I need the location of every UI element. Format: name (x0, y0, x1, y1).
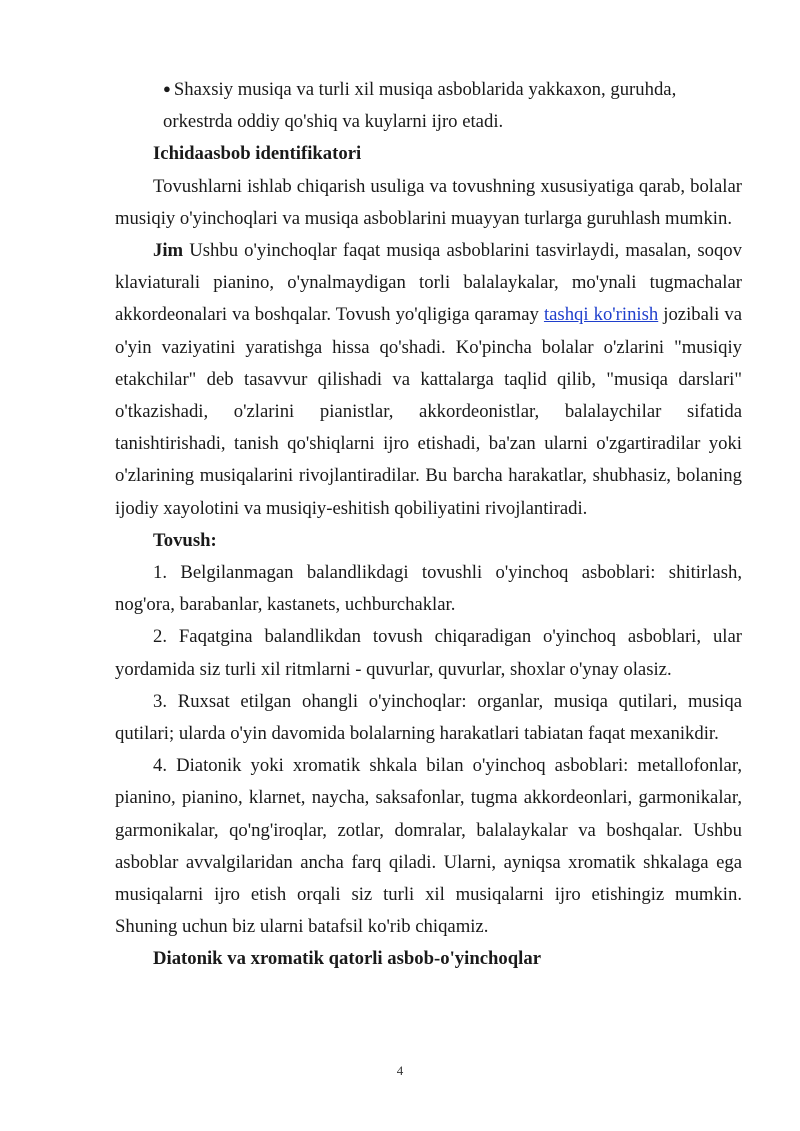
appearance-link[interactable]: tashqi ko'rinish (543, 304, 659, 326)
page-body (115, 73, 742, 976)
section-heading-identifier: Ichidaasbob identifikatori (153, 143, 362, 165)
bullet-item (115, 73, 742, 106)
page-number: 4 (396, 1063, 404, 1078)
paragraph-text-before-link: Ushbu o'yinchoqlar faqat musiqa asboblarini tasvirlaydi, masalan, soqov klaviaturali pianino, o'ynalmaydigan torli balalaykalar, mo'ynali tugmachalar akkordeonalari va boshqalar. Tovush yo'qligiga qaramay (115, 240, 742, 326)
list-item-4: 4. Diatonik yoki xromatik shkala bilan o'yinchoq asboblari: metallofonlar, pianino, pianino, klarnet, naycha, saksafonlar, tugma akkordeonlari, garmonikalar, garmonikalar, qo'ng'iroqlar, zotlar, domralar, balalaykalar va boshqalar. Ushbu asboblar avvalgilaridan ancha farq qiladi. Ularni, ayniqsa xromatik shkalaga ega musiqalarni ijro etish orqali siz turli xil musiqalarni ijro etishingiz mumkin. Shuning uchun biz ularni batafsil ko'rib chiqamiz. (115, 755, 742, 938)
bullet-dot-icon: ● (163, 81, 171, 96)
paragraph-silent-toys (115, 235, 742, 525)
paragraph-text-after-link: jozibali va o'yin vaziyatini yaratishga hissa qo'shadi. Ko'pincha bolalar o'zlarini "musiqiy etakchilar" deb tasavvur qilishadi va kattalarga taqlid qilib, "musiqa darslari" o'tkazishadi, o'zlarini pianistlar, akkordeonistlar, balalaychilar sifatida tanishtirishadi, tanish qo'shiqlarni ijro etishadi, ba'zan ularni o'zgartiradilar yoki o'zlarining musiqalarini rivojlantiradilar. Bu barcha harakatlar, shubhasiz, bolaning ijodiy xayolotini va musiqiy-eshitish qobiliyatini rivojlantiradi. (115, 304, 742, 519)
list-item-1: 1. Belgilanmagan balandlikdagi tovushli o'yinchoq asboblari: shitirlash, nog'ora, barabanlar, kastanets, uchburchaklar. (115, 562, 742, 616)
list-item-2: 2. Faqatgina balandlikdan tovush chiqaradigan o'yinchoq asboblari, ular yordamida siz turli xil ritmlarni - quvurlar, quvurlar, shoxlar o'ynay olasiz. (115, 626, 742, 680)
list-item-3: 3. Ruxsat etilgan ohangli o'yinchoqlar: organlar, musiqa qutilari, musiqa qutilari; ularda o'yin davomida bolalarning harakatlari tabiatan faqat mexanikdir. (115, 690, 742, 745)
paragraph-intro: Tovushlarni ishlab chiqarish usuliga va tovushning xususiyatiga qarab, bolalar musiqiy o'yinchoqlari va musiqa asboblarini muayyan turlarga guruhlash mumkin. (115, 175, 742, 229)
bullet-line-1: Shaxsiy musiqa va turli xil musiqa asboblarida yakkaxon, guruhda, (173, 79, 677, 100)
section-heading-sound: Tovush: (153, 529, 217, 551)
paragraph-lead-term: Jim (153, 240, 184, 262)
bullet-continuation: orkestrda oddiy qo'shiq va kuylarni ijro etadi. (163, 111, 504, 133)
section-heading-diatonic: Diatonik va xromatik qatorli asbob-o'yinchoqlar (153, 948, 541, 970)
